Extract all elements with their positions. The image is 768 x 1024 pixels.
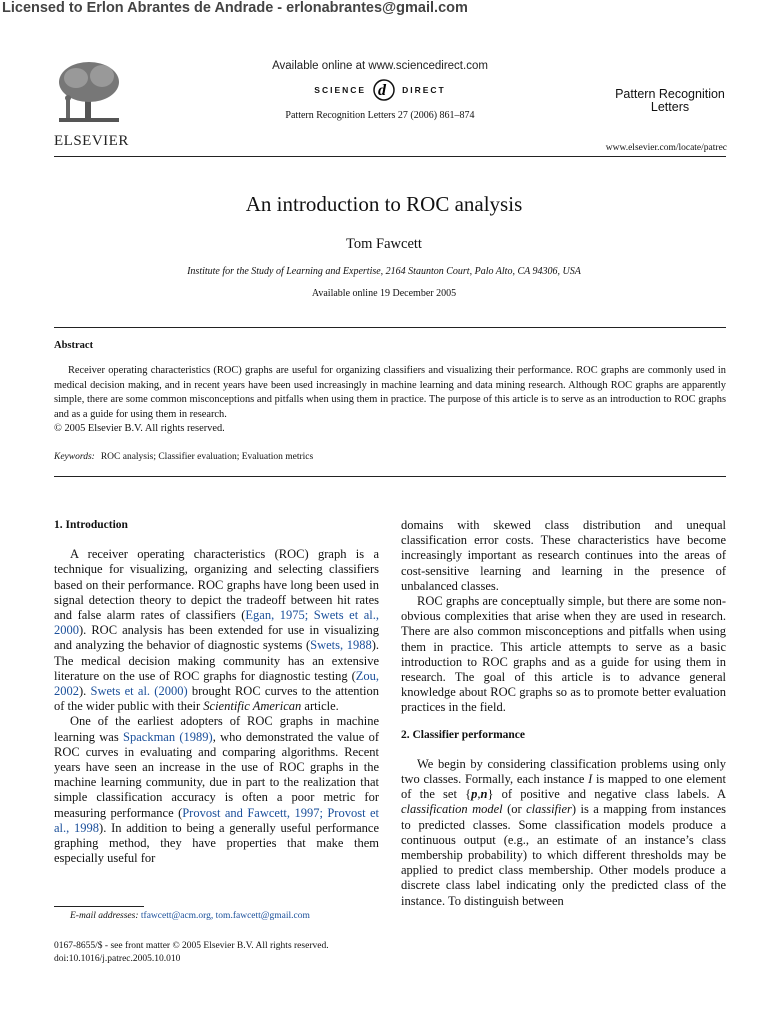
sciencedirect-logo: [230, 78, 530, 102]
keywords-list: ROC analysis; Classifier evaluation; Evaluation metrics: [100, 452, 314, 462]
bold-italic-symbol: n: [480, 787, 488, 802]
citation-link[interactable]: Zou, 2002: [54, 668, 379, 699]
publisher-name: ELSEVIER: [54, 133, 129, 149]
available-online-text: Available online at www.sciencedirect.com: [272, 60, 488, 72]
sd-left-text: SCIENCE: [314, 85, 367, 95]
abstract-bottom-divider: [54, 476, 726, 477]
left-column: [54, 518, 379, 866]
front-matter: [54, 940, 329, 965]
journal-name-line1: Pattern Recognition: [615, 87, 725, 101]
right-column: [401, 518, 726, 909]
footnote-emails-link[interactable]: tfawcett@acm.org, tom.fawcett@gmail.com: [140, 911, 310, 921]
text-run: A receiver operating characteristics (ROC) graph is a technique for visualizing, organizing and selecting classifiers based on their performance. ROC graphs have long been used in signal detection theory to depict the tradeoff between hit rates and false alarm rates of classifiers (: [54, 547, 379, 623]
italic-text: classifier: [526, 802, 572, 817]
text-run: is mapped to one element of the set {: [401, 772, 726, 802]
text-run: brought ROC curves to the attention of the wider public with their: [54, 684, 379, 714]
text-run: ).: [79, 684, 91, 699]
citation-link[interactable]: Spackman (1989): [123, 729, 213, 744]
sd-right-text: DIRECT: [402, 85, 446, 95]
citation-link[interactable]: Provost and Fawcett, 1997; Provost et al., 1998: [54, 805, 379, 835]
journal-header: [230, 60, 530, 121]
text-run: ). In addition to being a generally useful performance graphing method, they have properties that make them especially useful for: [54, 820, 379, 866]
footnote-divider: [54, 906, 144, 907]
text-run: We begin by considering classification problems using only two classes. Formally, each instance: [401, 756, 726, 787]
text-run: (or: [502, 802, 527, 817]
keywords: [54, 452, 313, 462]
text-run: article.: [301, 699, 339, 714]
author-affiliation: Institute for the Study of Learning and Expertise, 2164 Staunton Court, Palo Alto, CA 94306, USA: [187, 266, 581, 277]
available-date: Available online 19 December 2005: [311, 288, 457, 299]
sciencedirect-d-icon: [372, 78, 396, 102]
intro-paragraph-4: ROC graphs are conceptually simple, but there are some non-obvious complexities that arise when they are used in research. There are also common misconceptions and pitfalls when using them in practice. This article attempts to serve as a basic introduction to ROC graphs and as a guide for using them in research. The goal of this article is to advance general knowledge about ROC graphs so as to promote better evaluation practices in the field.: [401, 594, 726, 715]
citation-link[interactable]: Swets et al. (2000): [90, 684, 188, 699]
section-heading-classifier-performance: 2. Classifier performance: [401, 728, 526, 741]
abstract-heading: Abstract: [54, 340, 94, 351]
intro-paragraph-1: [54, 547, 379, 714]
abstract-copyright: © 2005 Elsevier B.V. All rights reserved.: [54, 423, 225, 435]
header-divider: [54, 156, 726, 157]
journal-name: [600, 88, 740, 114]
text-run: ) is a mapping from instances to predicted classes. Some classification models produce a continuous output (e.g., an estimate of an instance’s class membership probability) to which different thresholds may be applied to predict class membership. Other models produce a discrete class label indicating only the predicted class of the instance. To distinguish between: [401, 802, 726, 908]
italic-text: I: [588, 772, 593, 787]
journal-citation: Pattern Recognition Letters 27 (2006) 861–874: [285, 110, 475, 121]
intro-paragraph-3: domains with skewed class distribution and unequal classification error costs. These characteristics have become increasingly important as research continues into the areas of cost-sensitive learning and learning in the presence of unbalanced classes.: [401, 518, 726, 593]
elsevier-logo: [54, 60, 128, 150]
front-matter-doi: doi:10.1016/j.patrec.2005.10.010: [54, 953, 181, 964]
text-run: } of positive and negative class labels. A: [487, 787, 726, 802]
text-run: , who demonstrated the value of ROC curves in evaluating and comparing algorithms. Recent years have seen an increase in the use of ROC graphs in the machine learning community, due in part to the realization that simple classification accuracy is often a poor metric for measuring performance (: [54, 729, 379, 820]
text-run: ). ROC analysis has been extended for use in visualizing and analyzing the behavior of diagnostic systems (: [54, 623, 379, 653]
section-heading-introduction: 1. Introduction: [54, 519, 128, 531]
abstract-body: [54, 364, 726, 437]
footnote-email: [70, 911, 310, 921]
abstract-text: Receiver operating characteristics (ROC) graphs are useful for organizing classifiers and visualizing their performance. ROC graphs are commonly used in medical decision making, and in recent years have been used increasingly in machine learning and data mining research. Although ROC graphs are apparently simple, there are some common misconceptions and pitfalls when using them in practice. The purpose of this article is to serve as an introduction to ROC graphs and as a guide for using them in research.: [54, 365, 726, 420]
intro-paragraph-2: [54, 714, 379, 866]
svg-text:d: d: [378, 82, 389, 99]
classifier-paragraph-1: [401, 757, 726, 909]
keywords-label: Keywords:: [54, 452, 95, 462]
journal-website-link[interactable]: www.elsevier.com/locate/patrec: [605, 143, 727, 153]
italic-text: Scientific American: [203, 699, 302, 714]
front-matter-line1: 0167-8655/$ - see front matter © 2005 Elsevier B.V. All rights reserved.: [54, 941, 329, 951]
text-run: ). The medical decision making community has an extensive literature on the use of ROC graphs for diagnostic testing (: [54, 638, 379, 683]
italic-text: classification model: [401, 802, 503, 817]
article-title: An introduction to ROC analysis: [245, 192, 523, 216]
license-banner: Licensed to Erlon Abrantes de Andrade - erlonabrantes@gmail.com: [2, 0, 468, 16]
article-author: Tom Fawcett: [346, 236, 422, 252]
text-run: One of the earliest adopters of ROC graphs in machine learning was: [54, 714, 379, 744]
journal-name-line2: Letters: [650, 100, 690, 114]
citation-link[interactable]: Egan, 1975; Swets et al., 2000: [54, 608, 379, 638]
footnote-label: E-mail addresses:: [70, 911, 139, 921]
elsevier-tree-icon: [54, 60, 124, 126]
bold-italic-symbol: p: [471, 787, 478, 802]
abstract-top-divider: [54, 327, 726, 328]
text-run: ,: [477, 787, 481, 802]
citation-link[interactable]: Swets, 1988: [310, 638, 372, 653]
